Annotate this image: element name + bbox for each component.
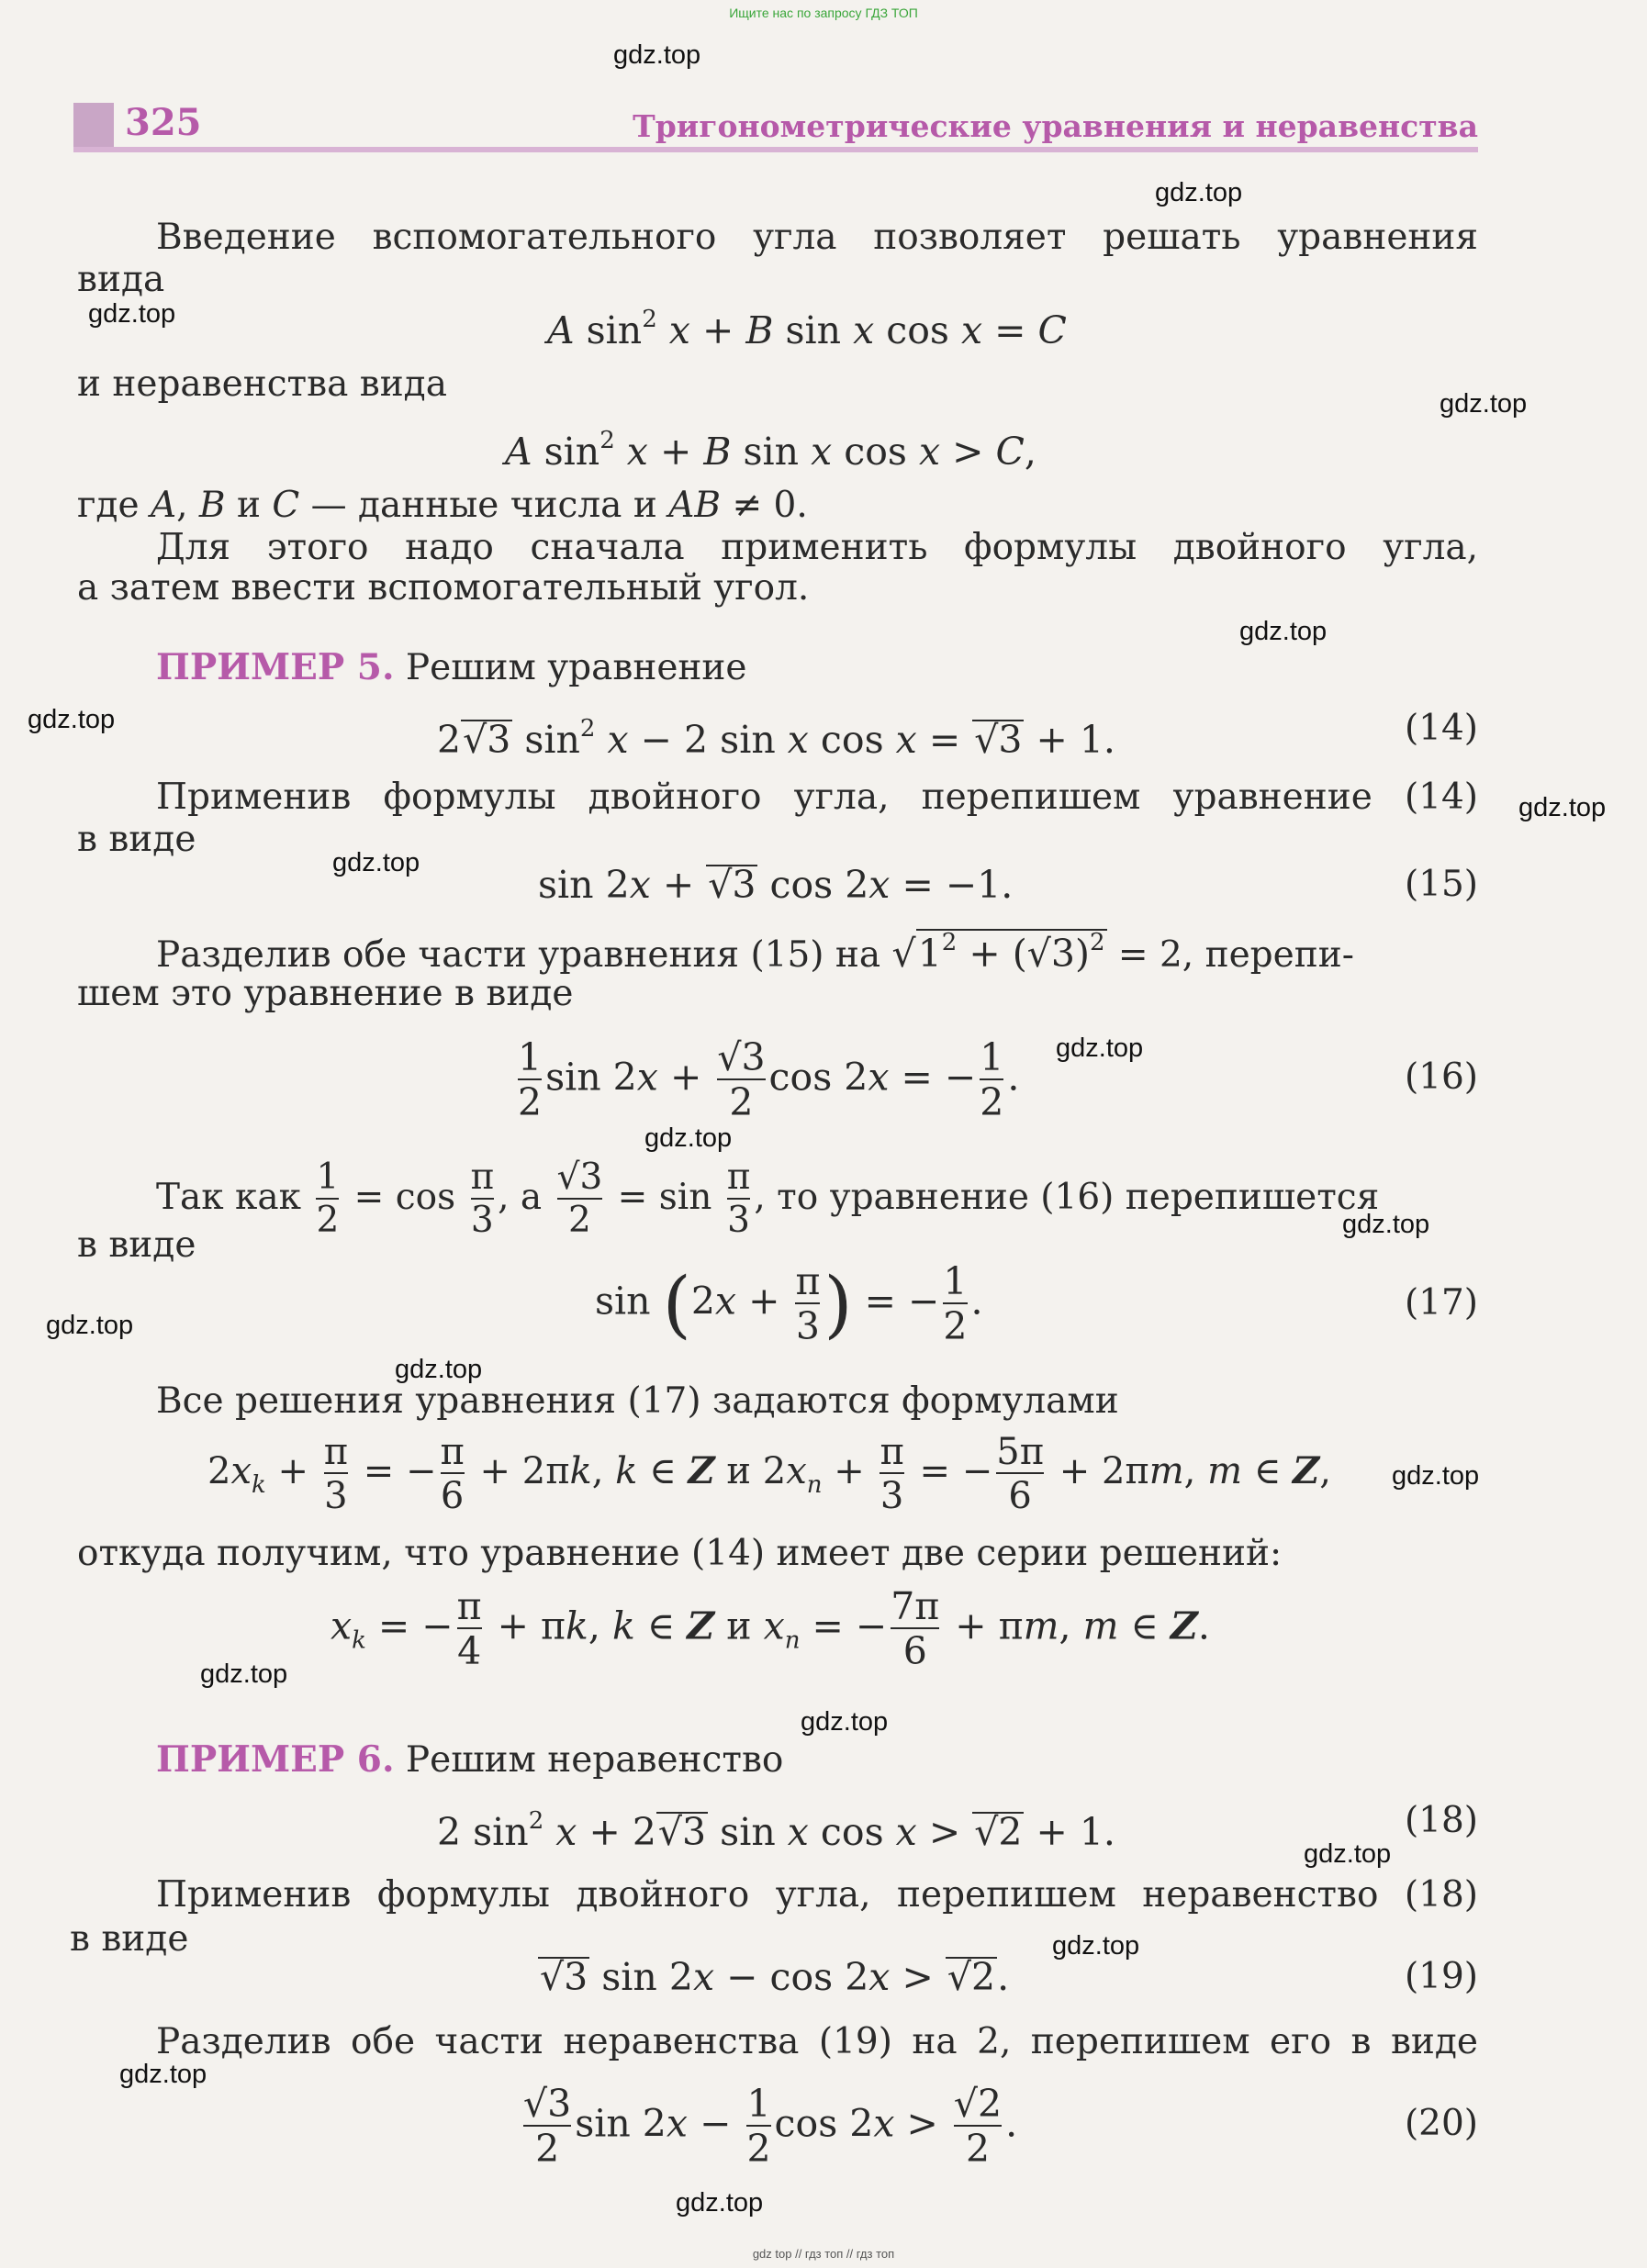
watermark: gdz.top [1304,1839,1392,1869]
page-number: 325 [125,101,202,144]
paragraph-line: Применив формулы двойного угла, перепишем неравенство (18) [156,1874,1478,1916]
bottom-note: gdz top // гдз топ // гдз топ [752,2247,895,2261]
page-header [73,99,1478,158]
paragraph-line: вида [77,259,165,300]
paragraph-line: и неравенства вида [77,363,447,405]
equation-number: (16) [1404,1056,1478,1098]
paragraph-line: в виде [77,1224,196,1266]
paragraph-line: Все решения уравнения (17) задаются формулами [156,1380,1119,1422]
formula: A $\sin^2 x + B$ sin x cos x = C [547,306,1067,352]
paragraph-line: Так как $\frac{1}{2}$ = cos $\frac{\pi}{3}$ , а $\frac{√3}{2}$ = sin $\frac{\pi}{3}$ , то уравнение (16) перепишется [156,1156,1380,1241]
paragraph-line: Введение вспомогательного угла позволяет решать уравнения [156,217,1478,258]
formula: $\frac{1}{2}$ sin 2x + $\frac{√3}{2}$ cos 2x = − $\frac{1}{2}$ . [518,1035,1020,1125]
formula: 2√3 $\sin^2 x - 2$ sin x cos x = √3 + 1. [437,715,1115,762]
paragraph-line: в виде [70,1918,189,1960]
paragraph-line: Применив формулы двойного угла, перепишем уравнение (14) [156,776,1478,818]
equation-number: (18) [1404,1800,1478,1841]
header-marker [73,103,114,152]
formula: $2x_k$ + $\frac{\pi}{3}$ = − $\frac{\pi}{6}$ + 2πk, k ∈ Z и $2x_n$ + $\frac{\pi}{3}$ = − $\frac{5\pi}{6}$ + 2πm, m ∈ Z, [207,1431,1331,1517]
paragraph-line: Разделив обе части уравнения (15) на $√1^2 + (√3)^2 = 2$, перепи- [156,929,1354,976]
paragraph-line: откуда получим, что уравнение (14) имеет две серии решений: [77,1533,1283,1574]
equation-number: (15) [1404,864,1478,905]
watermark: gdz.top [676,2188,764,2218]
formula: A $\sin^2 x + B$ sin x cos x > C, [505,427,1036,474]
paragraph-line: Разделив обе части неравенства (19) на 2, перепишем его в виде [156,2021,1478,2062]
formula: sin 2x + √3 cos 2x = −1. [538,863,1014,907]
watermark: gdz.top [1052,1931,1140,1961]
watermark: gdz.top [1239,617,1328,646]
watermark: gdz.top [200,1659,288,1689]
equation-number: (20) [1404,2103,1478,2144]
paragraph-line: в виде [77,819,196,860]
example-heading: ПРИМЕР 6. Решим неравенство [156,1738,784,1781]
top-note: Ищите нас по запросу ГДЗ ТОП [729,6,918,20]
paragraph-line: Для этого надо сначала применить формулы двойного угла, [156,527,1478,568]
formula: $\frac{√3}{2}$ sin 2x − $\frac{1}{2}$ cos 2x > $\frac{√2}{2}$ . [523,2082,1018,2172]
equation-number: (17) [1404,1282,1478,1324]
equation-number: (14) [1404,708,1478,749]
example-label: ПРИМЕР 6. [156,1738,395,1781]
formula: $x_k$ = − $\frac{\pi}{4}$ + πk, k ∈ Z и $x_n$ = − $\frac{7\pi}{6}$ + πm, m ∈ Z. [331,1584,1210,1674]
watermark: gdz.top [1440,389,1528,419]
equation-number: (19) [1404,1956,1478,1997]
page-title: Тригонометрические уравнения и неравенства [633,108,1478,144]
watermark: gdz.top [613,40,701,70]
watermark: gdz.top [46,1311,134,1340]
example-label: ПРИМЕР 5. [156,646,395,688]
formula: 2 $\sin^2 x + 2√3$ sin x cos x > √2 + 1. [437,1807,1115,1854]
watermark: gdz.top [1056,1033,1144,1063]
watermark: gdz.top [644,1123,733,1153]
paragraph-line: а затем ввести вспомогательный угол. [77,567,810,609]
watermark: gdz.top [88,299,176,329]
paragraph-line: где A, B и C — данные числа и AB ≠ 0. [77,485,808,526]
example-heading: ПРИМЕР 5. Решим уравнение [156,646,747,688]
formula: √3 sin 2x − cos 2x > √2. [540,1955,1010,1999]
watermark: gdz.top [1518,793,1607,822]
watermark: gdz.top [28,705,116,734]
watermark: gdz.top [1155,178,1243,207]
watermark: gdz.top [801,1707,889,1737]
watermark: gdz.top [1342,1210,1430,1239]
watermark: gdz.top [1392,1461,1480,1491]
watermark: gdz.top [119,2060,207,2089]
paragraph-line: шем это уравнение в виде [77,973,574,1014]
watermark: gdz.top [395,1355,483,1384]
watermark: gdz.top [332,848,420,877]
formula: sin (2x + $\frac{\pi}{3}$ ) = − $\frac{1}{2}$ . [595,1259,983,1349]
header-rule [73,147,1478,152]
